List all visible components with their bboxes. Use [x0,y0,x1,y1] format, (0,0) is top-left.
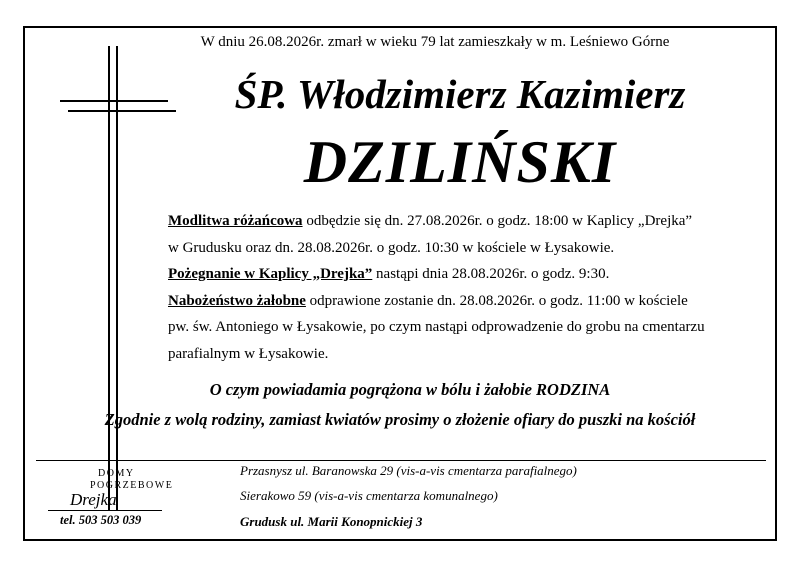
cross-icon-vertical-2 [116,46,118,511]
cross-icon-horizontal-1 [60,100,168,102]
rosary-line-1 [168,208,758,235]
logo-line-1: DOMY [98,468,135,479]
family-notice: O czym powiadamia pogrążona w bólu i żałobie RODZINA [209,380,611,399]
cross-icon-horizontal-2 [68,110,176,112]
rosary-label: Modlitwa różańcowa [168,213,303,229]
donation-request: Zgodnie z wolą rodziny, zamiast kwiatów prosimy o złożenie ofiary do puszki na kościół [104,410,696,429]
deceased-first-names: ŚP. Włodzimierz Kazimierz [234,71,686,117]
logo-line-2: POGRZEBOWE [90,480,174,491]
address-grudusk: Grudusk ul. Marii Konopnickiej 3 [240,514,423,529]
mass-line-1 [168,288,758,315]
farewell-label: Pożegnanie w Kaplicy „Drejka” [168,266,373,282]
rosary-text-a: odbędzie się dn. 27.08.2026r. o godz. 18:00 w Kaplicy „Drejka” [302,213,693,229]
mass-text-a: odprawione zostanie dn. 28.08.2026r. o godz. 11:00 w kościele [305,292,688,309]
ceremony-details [168,208,758,367]
mass-line-3: parafialnym w Łysakowie. [168,345,329,362]
address-przasnysz: Przasnysz ul. Baranowska 29 (vis-a-vis cmentarza parafialnego) [240,463,577,478]
mass-line-2: pw. św. Antoniego w Łysakowie, po czym nastąpi odprowadzenie do grobu na cmentarzu [168,319,705,335]
mass-label: Nabożeństwo żałobne [168,292,306,309]
farewell-text: nastąpi dnia 28.08.2026r. o godz. 9:30. [372,266,610,282]
intro-line: W dniu 26.08.2026r. zmarł w wieku 79 lat zamieszkały w m. Leśniewo Górne [200,34,670,50]
phone-number: tel. 503 503 039 [60,513,142,527]
footer-divider [36,460,766,461]
cross-icon-vertical-1 [108,46,110,511]
farewell-line [168,261,758,288]
rosary-line-2: w Grudusku oraz dn. 28.08.2026r. o godz. 10:30 w kościele w Łysakowie. [168,239,615,256]
logo-underline [48,510,162,511]
logo-brand: Drejka [70,490,117,509]
deceased-surname: DZILIŃSKI [303,129,617,195]
address-sierakowo: Sierakowo 59 (vis-a-vis cmentarza komunalnego) [240,488,498,503]
